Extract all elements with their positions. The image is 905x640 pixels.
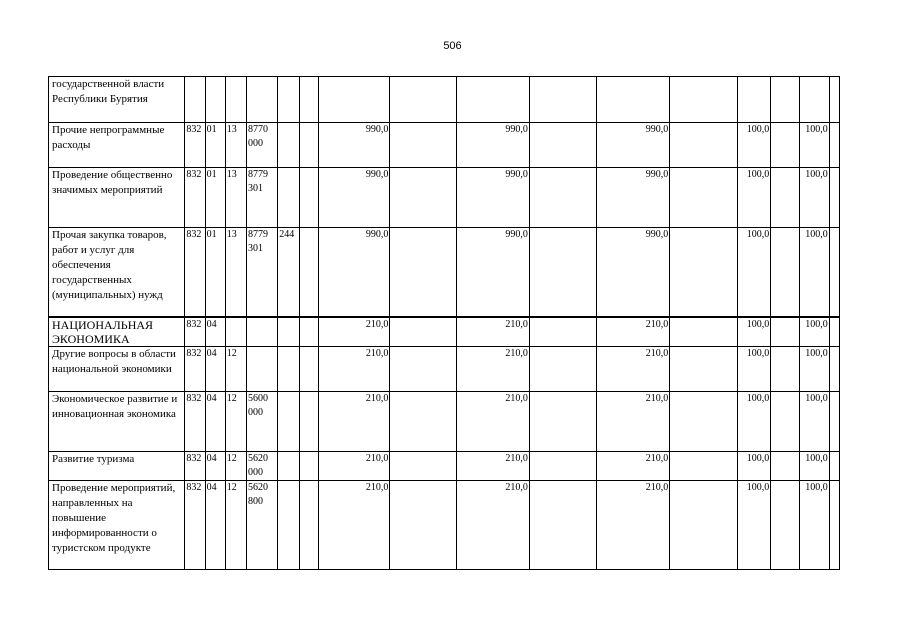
empty-cell bbox=[829, 481, 839, 570]
empty-cell bbox=[299, 77, 318, 123]
empty-cell bbox=[529, 228, 597, 317]
amount-3-cell: 210,0 bbox=[597, 481, 670, 570]
ministry-code-cell: 832 bbox=[185, 228, 205, 317]
empty-cell bbox=[299, 392, 318, 452]
amount-1-cell: 990,0 bbox=[318, 228, 390, 317]
row-name-cell: Экономическое развитие и инновационная экономика bbox=[49, 392, 185, 452]
subsection-code-cell: 12 bbox=[225, 347, 246, 392]
empty-cell bbox=[829, 392, 839, 452]
empty-cell bbox=[299, 228, 318, 317]
empty-cell bbox=[299, 481, 318, 570]
expense-type-cell: 244 bbox=[278, 228, 299, 317]
subsection-code-cell: 12 bbox=[225, 481, 246, 570]
empty-cell bbox=[771, 347, 799, 392]
subsection-code-cell: 12 bbox=[225, 392, 246, 452]
empty-cell bbox=[829, 77, 839, 123]
amount-1-cell: 210,0 bbox=[318, 347, 390, 392]
empty-cell bbox=[670, 168, 738, 228]
empty-cell bbox=[670, 481, 738, 570]
empty-cell bbox=[670, 77, 738, 123]
empty-cell bbox=[299, 347, 318, 392]
empty-cell bbox=[771, 317, 799, 347]
percent-2-cell: 100,0 bbox=[799, 481, 829, 570]
amount-3-cell: 990,0 bbox=[597, 168, 670, 228]
table-row bbox=[49, 452, 840, 481]
ministry-code-cell: 832 bbox=[185, 481, 205, 570]
empty-cell bbox=[390, 481, 457, 570]
table-row bbox=[49, 77, 840, 123]
section-code-cell: 01 bbox=[205, 168, 225, 228]
percent-2-cell: 100,0 bbox=[799, 317, 829, 347]
ministry-code-cell: 832 bbox=[185, 392, 205, 452]
percent-1-cell: 100,0 bbox=[737, 228, 770, 317]
amount-1-cell bbox=[318, 77, 390, 123]
ministry-code-cell: 832 bbox=[185, 168, 205, 228]
amount-3-cell: 210,0 bbox=[597, 452, 670, 481]
empty-cell bbox=[529, 481, 597, 570]
subsection-code-cell: 12 bbox=[225, 452, 246, 481]
section-code-cell: 04 bbox=[205, 481, 225, 570]
page-number: 506 bbox=[443, 40, 462, 52]
empty-cell bbox=[299, 452, 318, 481]
percent-1-cell: 100,0 bbox=[737, 317, 770, 347]
target-article-cell bbox=[246, 317, 277, 347]
subsection-code-cell: 13 bbox=[225, 123, 246, 168]
empty-cell bbox=[771, 123, 799, 168]
amount-3-cell: 210,0 bbox=[597, 347, 670, 392]
section-code-cell bbox=[205, 77, 225, 123]
empty-cell bbox=[529, 77, 597, 123]
percent-2-cell: 100,0 bbox=[799, 228, 829, 317]
empty-cell bbox=[390, 452, 457, 481]
percent-1-cell: 100,0 bbox=[737, 347, 770, 392]
amount-2-cell: 990,0 bbox=[457, 228, 530, 317]
amount-1-cell: 210,0 bbox=[318, 452, 390, 481]
amount-2-cell: 210,0 bbox=[457, 481, 530, 570]
budget-table bbox=[48, 76, 840, 570]
empty-cell bbox=[670, 123, 738, 168]
amount-3-cell: 210,0 bbox=[597, 392, 670, 452]
empty-cell bbox=[670, 347, 738, 392]
expense-type-cell bbox=[278, 168, 299, 228]
expense-type-cell bbox=[278, 317, 299, 347]
empty-cell bbox=[390, 123, 457, 168]
section-code-cell: 04 bbox=[205, 452, 225, 481]
amount-3-cell: 210,0 bbox=[597, 317, 670, 347]
section-code-cell: 01 bbox=[205, 123, 225, 168]
amount-2-cell: 210,0 bbox=[457, 317, 530, 347]
table-row bbox=[49, 392, 840, 452]
expense-type-cell bbox=[278, 123, 299, 168]
table-row bbox=[49, 168, 840, 228]
empty-cell bbox=[529, 317, 597, 347]
amount-1-cell: 210,0 bbox=[318, 392, 390, 452]
row-name-cell: Проведение общественно значимых мероприятий bbox=[49, 168, 185, 228]
ministry-code-cell: 832 bbox=[185, 452, 205, 481]
amount-1-cell: 990,0 bbox=[318, 123, 390, 168]
amount-2-cell: 210,0 bbox=[457, 452, 530, 481]
empty-cell bbox=[829, 123, 839, 168]
empty-cell bbox=[829, 317, 839, 347]
table-row bbox=[49, 123, 840, 168]
empty-cell bbox=[670, 317, 738, 347]
amount-1-cell: 210,0 bbox=[318, 317, 390, 347]
ministry-code-cell bbox=[185, 77, 205, 123]
percent-1-cell: 100,0 bbox=[737, 481, 770, 570]
target-article-cell bbox=[246, 77, 277, 123]
expense-type-cell bbox=[278, 481, 299, 570]
empty-cell bbox=[771, 228, 799, 317]
percent-1-cell: 100,0 bbox=[737, 452, 770, 481]
target-article-cell: 8779 301 bbox=[246, 168, 277, 228]
row-name-cell: Прочие непрограммные расходы bbox=[49, 123, 185, 168]
percent-1-cell bbox=[737, 77, 770, 123]
table-body bbox=[49, 77, 840, 570]
amount-3-cell bbox=[597, 77, 670, 123]
empty-cell bbox=[829, 347, 839, 392]
table-row bbox=[49, 347, 840, 392]
empty-cell bbox=[299, 168, 318, 228]
amount-3-cell: 990,0 bbox=[597, 123, 670, 168]
target-article-cell: 8779 301 bbox=[246, 228, 277, 317]
percent-2-cell bbox=[799, 77, 829, 123]
section-code-cell: 04 bbox=[205, 347, 225, 392]
section-code-cell: 04 bbox=[205, 317, 225, 347]
percent-2-cell: 100,0 bbox=[799, 392, 829, 452]
percent-1-cell: 100,0 bbox=[737, 123, 770, 168]
empty-cell bbox=[670, 392, 738, 452]
amount-3-cell: 990,0 bbox=[597, 228, 670, 317]
target-article-cell: 5620 800 bbox=[246, 481, 277, 570]
subsection-code-cell bbox=[225, 317, 246, 347]
percent-2-cell: 100,0 bbox=[799, 168, 829, 228]
empty-cell bbox=[771, 392, 799, 452]
empty-cell bbox=[771, 77, 799, 123]
empty-cell bbox=[299, 123, 318, 168]
row-name-cell: НАЦИОНАЛЬНАЯ ЭКОНОМИКА bbox=[49, 317, 185, 347]
amount-2-cell: 990,0 bbox=[457, 168, 530, 228]
empty-cell bbox=[529, 347, 597, 392]
amount-1-cell: 210,0 bbox=[318, 481, 390, 570]
target-article-cell: 5620 000 bbox=[246, 452, 277, 481]
empty-cell bbox=[529, 392, 597, 452]
table-row bbox=[49, 317, 840, 347]
expense-type-cell bbox=[278, 77, 299, 123]
expense-type-cell bbox=[278, 452, 299, 481]
row-name-cell: Развитие туризма bbox=[49, 452, 185, 481]
ministry-code-cell: 832 bbox=[185, 317, 205, 347]
subsection-code-cell bbox=[225, 77, 246, 123]
empty-cell bbox=[390, 228, 457, 317]
ministry-code-cell: 832 bbox=[185, 347, 205, 392]
empty-cell bbox=[299, 317, 318, 347]
expense-type-cell bbox=[278, 347, 299, 392]
amount-1-cell: 990,0 bbox=[318, 168, 390, 228]
row-name-cell: Проведение мероприятий, направленных на повышение информированности о туристском продукте bbox=[49, 481, 185, 570]
subsection-code-cell: 13 bbox=[225, 228, 246, 317]
table-row bbox=[49, 481, 840, 570]
amount-2-cell: 990,0 bbox=[457, 123, 530, 168]
empty-cell bbox=[771, 168, 799, 228]
ministry-code-cell: 832 bbox=[185, 123, 205, 168]
empty-cell bbox=[529, 168, 597, 228]
empty-cell bbox=[390, 168, 457, 228]
empty-cell bbox=[390, 347, 457, 392]
empty-cell bbox=[670, 228, 738, 317]
percent-2-cell: 100,0 bbox=[799, 123, 829, 168]
empty-cell bbox=[670, 452, 738, 481]
empty-cell bbox=[390, 392, 457, 452]
section-code-cell: 04 bbox=[205, 392, 225, 452]
target-article-cell: 5600 000 bbox=[246, 392, 277, 452]
target-article-cell: 8770 000 bbox=[246, 123, 277, 168]
empty-cell bbox=[829, 168, 839, 228]
percent-2-cell: 100,0 bbox=[799, 347, 829, 392]
amount-2-cell: 210,0 bbox=[457, 347, 530, 392]
empty-cell bbox=[829, 452, 839, 481]
percent-1-cell: 100,0 bbox=[737, 392, 770, 452]
row-name-cell: Прочая закупка товаров, работ и услуг для обеспечения государственных (муниципальных) нужд bbox=[49, 228, 185, 317]
table-row bbox=[49, 228, 840, 317]
empty-cell bbox=[529, 452, 597, 481]
empty-cell bbox=[829, 228, 839, 317]
percent-1-cell: 100,0 bbox=[737, 168, 770, 228]
amount-2-cell: 210,0 bbox=[457, 392, 530, 452]
subsection-code-cell: 13 bbox=[225, 168, 246, 228]
empty-cell bbox=[771, 481, 799, 570]
empty-cell bbox=[390, 317, 457, 347]
amount-2-cell bbox=[457, 77, 530, 123]
expense-type-cell bbox=[278, 392, 299, 452]
empty-cell bbox=[390, 77, 457, 123]
percent-2-cell: 100,0 bbox=[799, 452, 829, 481]
target-article-cell bbox=[246, 347, 277, 392]
empty-cell bbox=[771, 452, 799, 481]
empty-cell bbox=[529, 123, 597, 168]
row-name-cell: государственной власти Республики Бурятия bbox=[49, 77, 185, 123]
row-name-cell: Другие вопросы в области национальной экономики bbox=[49, 347, 185, 392]
section-code-cell: 01 bbox=[205, 228, 225, 317]
